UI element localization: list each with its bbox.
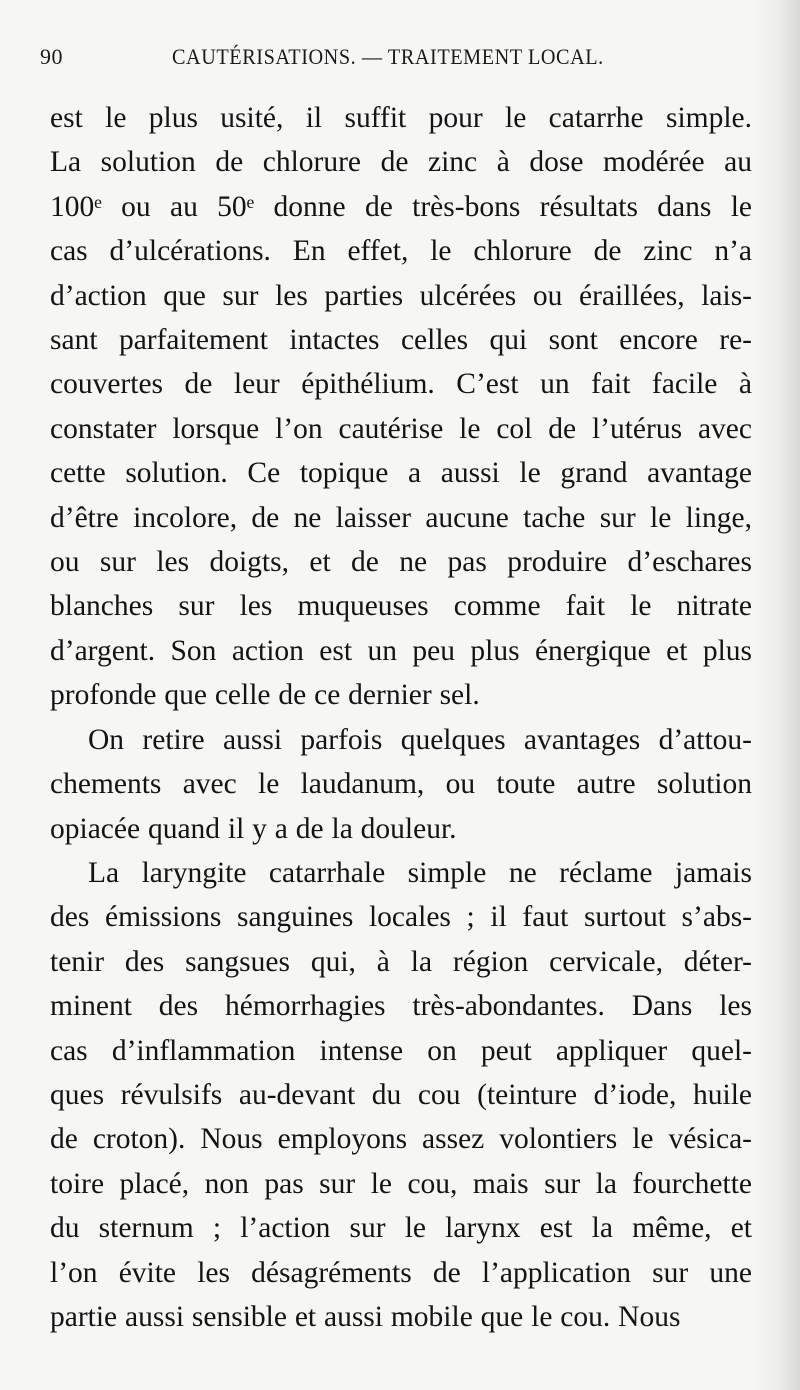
page-number: 90 — [40, 44, 63, 69]
paragraph — [50, 96, 752, 718]
text-line: blanches sur les muqueuses comme fait le nitrate — [50, 590, 752, 623]
text-line: d’argent. Son action est un peu plus énergique et plus — [50, 634, 752, 667]
text-line: d’être incolore, de ne laisser aucune tache sur le linge, — [50, 501, 752, 534]
text-line: chements avec le laudanum, ou toute autre solution — [50, 768, 752, 801]
text-line: On retire aussi parfois quelques avantages d’attou- — [88, 723, 752, 756]
text-line: de croton). Nous employons assez volontiers le vésica- — [50, 1123, 752, 1156]
text-line: du sternum ; l’action sur le larynx est la même, et — [50, 1212, 752, 1245]
text-line: opiacée quand il y a de la douleur. — [50, 812, 457, 845]
text-line: cas d’inflammation intense on peut appliquer quel- — [50, 1034, 752, 1067]
text-line: partie aussi sensible et aussi mobile que le cou. Nous — [50, 1300, 681, 1333]
text-line: profonde que celle de ce dernier sel. — [50, 679, 480, 712]
text-line: est le plus usité, il suffit pour le catarrhe simple. — [50, 102, 752, 134]
text-line: couvertes de leur épithélium. C’est un fait facile à — [50, 368, 752, 401]
running-head — [40, 44, 740, 84]
text-line: 100ᵉ ou au 50ᵉ donne de très-bons résultats dans le — [50, 190, 752, 223]
text-line: cette solution. Ce topique a aussi le grand avantage — [50, 457, 752, 490]
text-line: l’on évite les désagréments de l’application sur une — [50, 1256, 752, 1289]
text-line: tenir des sangsues qui, à la région cervicale, déter- — [50, 945, 752, 978]
text-line: d’action que sur les parties ulcérées ou éraillées, lais- — [50, 279, 752, 312]
text-line: cas d’ulcérations. En effet, le chlorure de zinc n’a — [50, 235, 752, 268]
text-line: toire placé, non pas sur le cou, mais sur la fourchette — [50, 1167, 752, 1200]
page-edge-shadow — [754, 0, 800, 1390]
paragraph — [50, 718, 752, 851]
text-line: ou sur les doigts, et de ne pas produire d’eschares — [50, 546, 752, 579]
text-line: des émissions sanguines locales ; il faut surtout s’abs- — [50, 901, 752, 934]
text-line: La solution de chlorure de zinc à dose modérée au — [50, 146, 752, 179]
text-line: constater lorsque l’on cautérise le col de l’utérus avec — [50, 412, 752, 445]
text-line: La laryngite catarrhale simple ne réclame jamais — [88, 856, 752, 889]
text-line: ques révulsifs au-devant du cou (teinture d’iode, huile — [50, 1078, 752, 1111]
paragraph — [50, 851, 752, 1339]
body-text — [50, 96, 752, 1339]
text-line: minent des hémorrhagies très-abondantes. Dans les — [50, 990, 752, 1023]
running-title: CAUTÉRISATIONS. — TRAITEMENT LOCAL. — [172, 44, 604, 69]
text-line: sant parfaitement intactes celles qui sont encore re- — [50, 324, 752, 357]
